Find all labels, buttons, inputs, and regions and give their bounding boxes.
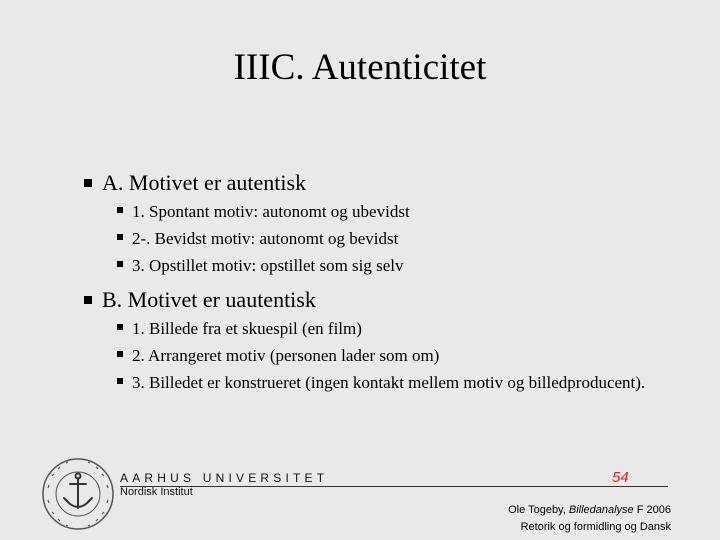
institute-name: Nordisk Institut bbox=[120, 486, 193, 498]
credit-term: F 2006 bbox=[633, 504, 671, 516]
bullet-level2 bbox=[78, 252, 698, 279]
bullet-text: 1. Spontant motiv: autonomt og ubevidst bbox=[132, 202, 410, 221]
bullet-level2 bbox=[78, 342, 698, 369]
bullet-text: 1. Billede fra et skuespil (en film) bbox=[132, 319, 362, 338]
bullet-level1 bbox=[78, 168, 698, 198]
credit-author: Ole Togeby, bbox=[508, 504, 569, 516]
footer-divider bbox=[120, 486, 668, 487]
bullet-text: 3. Billedet er konstrueret (ingen kontakt mellem motiv og billedproducent). bbox=[132, 373, 646, 392]
bullet-list bbox=[78, 166, 698, 402]
page-number: 54 bbox=[612, 469, 629, 486]
square-bullet-icon bbox=[84, 296, 92, 304]
bullet-level2 bbox=[78, 369, 698, 396]
credit-line-1 bbox=[508, 502, 671, 519]
bullet-level2 bbox=[78, 198, 698, 225]
section-heading: B. Motivet er uautentisk bbox=[102, 287, 316, 312]
section-heading: A. Motivet er autentisk bbox=[102, 170, 307, 195]
square-bullet-icon bbox=[84, 179, 92, 187]
slide-title: IIIC. Autenticitet bbox=[233, 47, 487, 88]
section-a bbox=[78, 168, 698, 279]
square-bullet-icon bbox=[117, 234, 123, 240]
square-bullet-icon bbox=[117, 378, 123, 384]
bullet-text: 3. Opstillet motiv: opstillet som sig selv bbox=[132, 256, 404, 275]
university-name: AARHUS UNIVERSITET bbox=[120, 471, 329, 485]
bullet-text: 2. Arrangeret motiv (personen lader som om) bbox=[132, 346, 440, 365]
section-b bbox=[78, 285, 698, 396]
bullet-level1 bbox=[78, 285, 698, 315]
square-bullet-icon bbox=[117, 324, 123, 330]
square-bullet-icon bbox=[117, 207, 123, 213]
bullet-text: 2-. Bevidst motiv: autonomt og bevidst bbox=[132, 229, 399, 248]
bullet-level2 bbox=[78, 225, 698, 252]
square-bullet-icon bbox=[117, 351, 123, 357]
bullet-level2 bbox=[78, 315, 698, 342]
credit-course: Billedanalyse bbox=[568, 504, 634, 516]
credit-line-2: Retorik og formidling og Dansk bbox=[520, 521, 671, 533]
university-seal-icon bbox=[40, 456, 116, 532]
square-bullet-icon bbox=[117, 261, 123, 267]
footer-credit bbox=[508, 502, 671, 536]
